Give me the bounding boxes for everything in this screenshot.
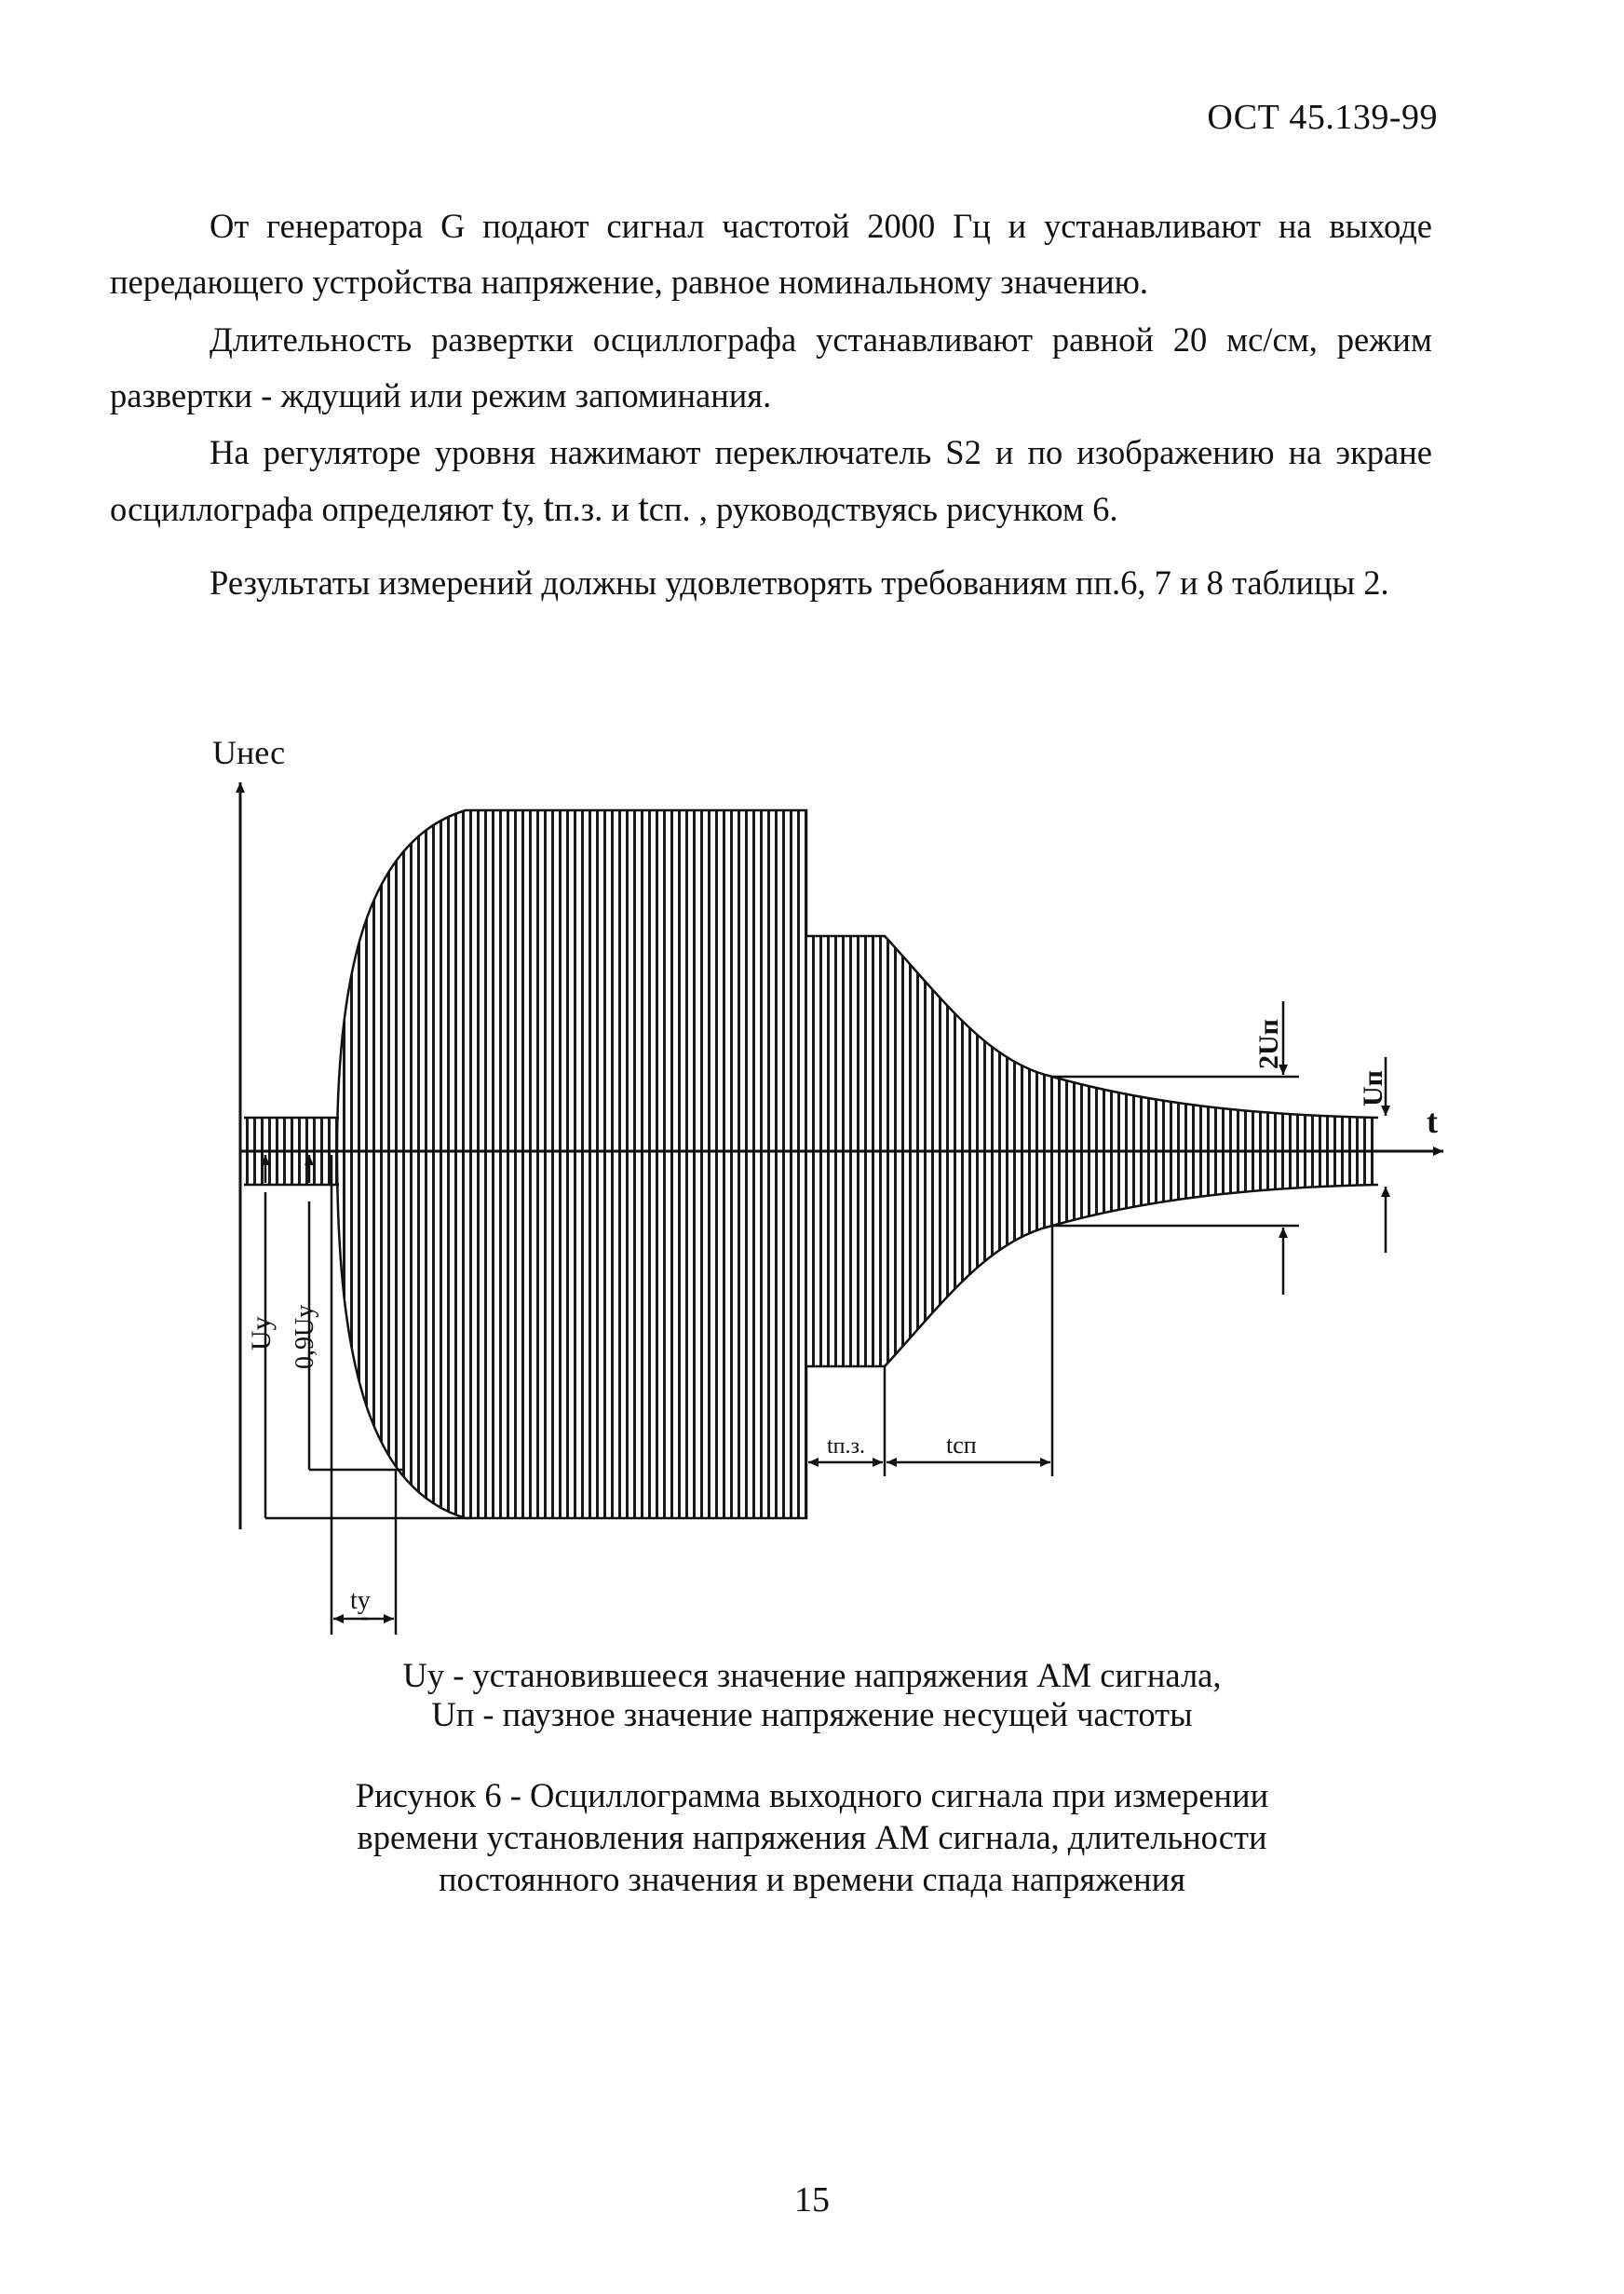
up-label: Uп: [1358, 1070, 1388, 1106]
legend-uy: Uy - установившееся значение напряжения АМ сигнала,: [402, 1656, 1222, 1694]
ty-symbol: t: [501, 487, 513, 530]
caption-line-1: Рисунок 6 - Осциллограмма выходного сигнала при измерении: [355, 1776, 1269, 1814]
page-number: 15: [794, 2180, 830, 2219]
am-signal-envelope: [337, 810, 1378, 1518]
caption-line-3: постоянного значения и времени спада напряжения: [439, 1860, 1185, 1898]
legend-up: Uп - паузное значение напряжение несущей частоты: [431, 1695, 1193, 1733]
figure-caption: [0, 1774, 1624, 1900]
x-axis-label: t: [1427, 1103, 1438, 1140]
y-axis-label: Uнес: [212, 734, 286, 771]
tpz-symbol: t: [543, 487, 555, 530]
tsp-label: tсп: [946, 1432, 977, 1459]
caption-line-2: времени установления напряжения АМ сигнала, длительности: [357, 1818, 1267, 1856]
document-code: ОСТ 45.139-99: [1207, 98, 1438, 137]
ty-subscript: у,: [512, 490, 544, 528]
tsp-symbol: t: [638, 487, 649, 530]
paragraph-switch: [110, 425, 1432, 537]
uy-label: Uy: [246, 1316, 277, 1351]
tsp-subscript: сп. , руководствуясь рисунком 6.: [648, 490, 1118, 528]
tpz-subscript: п.з. и: [554, 490, 639, 528]
paragraph-results: Результаты измерений должны удовлетворять требованиям пп.6, 7 и 8 таблицы 2.: [210, 563, 1389, 602]
paragraph-generator: От генератора G подают сигнал частотой 2000 Гц и устанавливают на выходе передающего устройства напряжение, равное номинальному значению.: [110, 207, 1432, 301]
uy09-label: 0,9Uy: [291, 1304, 319, 1369]
tpz-label: tп.з.: [827, 1434, 865, 1459]
paragraph-sweep: Длительность развертки осциллографа устанавливают равной 20 мс/см, режим развертки - ждущий или режим запоминания.: [110, 320, 1432, 414]
oscillogram-figure: [0, 717, 1624, 1649]
paragraph-switch-text: На регуляторе уровня нажимают переключатель S2 и по изображению на экране осциллографа определяют: [110, 433, 1432, 528]
up2-label: 2Uп: [1253, 1019, 1284, 1069]
ty-label: ty: [350, 1586, 371, 1615]
signal-envelope: [244, 810, 1378, 1518]
